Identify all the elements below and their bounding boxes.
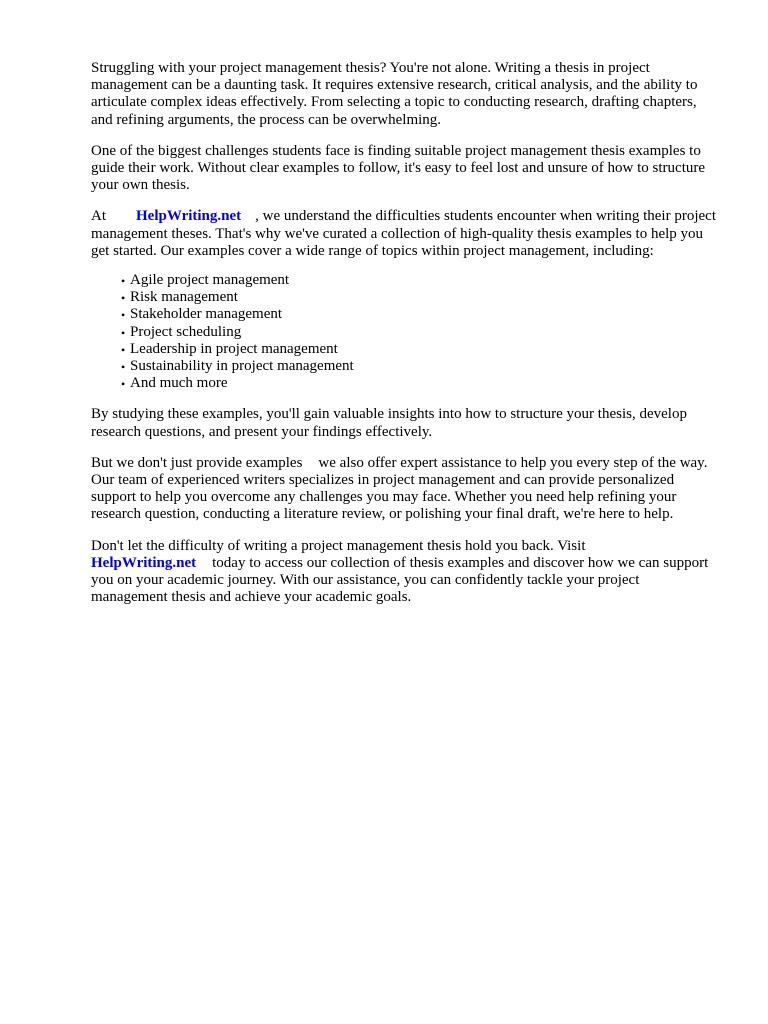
- challenges-paragraph: One of the biggest challenges students face is finding suitable project management thesis examples to guide their work. Without clear examples to follow, it's easy to feel lost and unsure of how to structure your own thesis.: [91, 142, 706, 194]
- assistance-paragraph: [91, 455, 716, 524]
- helpwriting-link-closing[interactable]: HelpWriting.net: [91, 554, 197, 571]
- assistance-prefix: But we don't just provide examples: [91, 454, 303, 471]
- intro-paragraph: Struggling with your project management thesis? You're not alone. Writing a thesis in project management can be a daunting task. It requires extensive research, critical analysis, and the ability to articulate complex ideas effectively. From selecting a topic to conducting research, drafting chapters, and refining arguments, the process can be overwhelming.: [91, 60, 698, 128]
- helpwriting-link[interactable]: HelpWriting.net: [136, 208, 242, 225]
- list-item: • Stakeholder management: [121, 306, 716, 323]
- bullet-icon: •: [121, 308, 126, 323]
- list-item: • Sustainability in project management: [121, 358, 716, 375]
- bullet-icon: •: [121, 377, 126, 392]
- topics-list: [91, 272, 716, 392]
- list-item: • Agile project management: [121, 272, 716, 289]
- list-item: • And much more: [121, 375, 716, 392]
- closing-suffix: today to access our collection of thesis examples and discover how we can support you on your academic journey. With our assistance, you can confidently tackle your project management thesis and achieve your academic goals.: [91, 554, 709, 606]
- bullet-icon: •: [121, 325, 126, 340]
- list-item: • Project scheduling: [121, 324, 716, 341]
- list-item: • Leadership in project management: [121, 341, 716, 358]
- bullet-icon: •: [121, 291, 126, 306]
- bullet-icon: •: [121, 360, 126, 375]
- closing-prefix: Don't let the difficulty of writing a project management thesis hold you back. Visit: [91, 537, 586, 554]
- bullet-icon: •: [121, 274, 126, 289]
- bullet-icon: •: [121, 342, 126, 357]
- offer-suffix: , we understand the difficulties students encounter when writing their project management theses. That's why we've curated a collection of high-quality thesis examples to help you get started. Our examples cover a wide range of topics within project management, including:: [91, 208, 716, 259]
- insights-paragraph: By studying these examples, you'll gain valuable insights into how to structure your thesis, develop research questions, and present your findings effectively.: [91, 406, 687, 440]
- offer-paragraph: [91, 208, 716, 260]
- offer-prefix: At: [91, 208, 106, 225]
- assistance-suffix: we also offer expert assistance to help you every step of the way. Our team of experienced writers specializes in project management and can provide personalized support to help you overcome any challenges you may face. Whether you need help refining your research question, conducting a literature review, or polishing your final draft, we're here to help.: [91, 454, 708, 523]
- list-item: • Risk management: [121, 289, 716, 306]
- closing-paragraph: [91, 538, 716, 607]
